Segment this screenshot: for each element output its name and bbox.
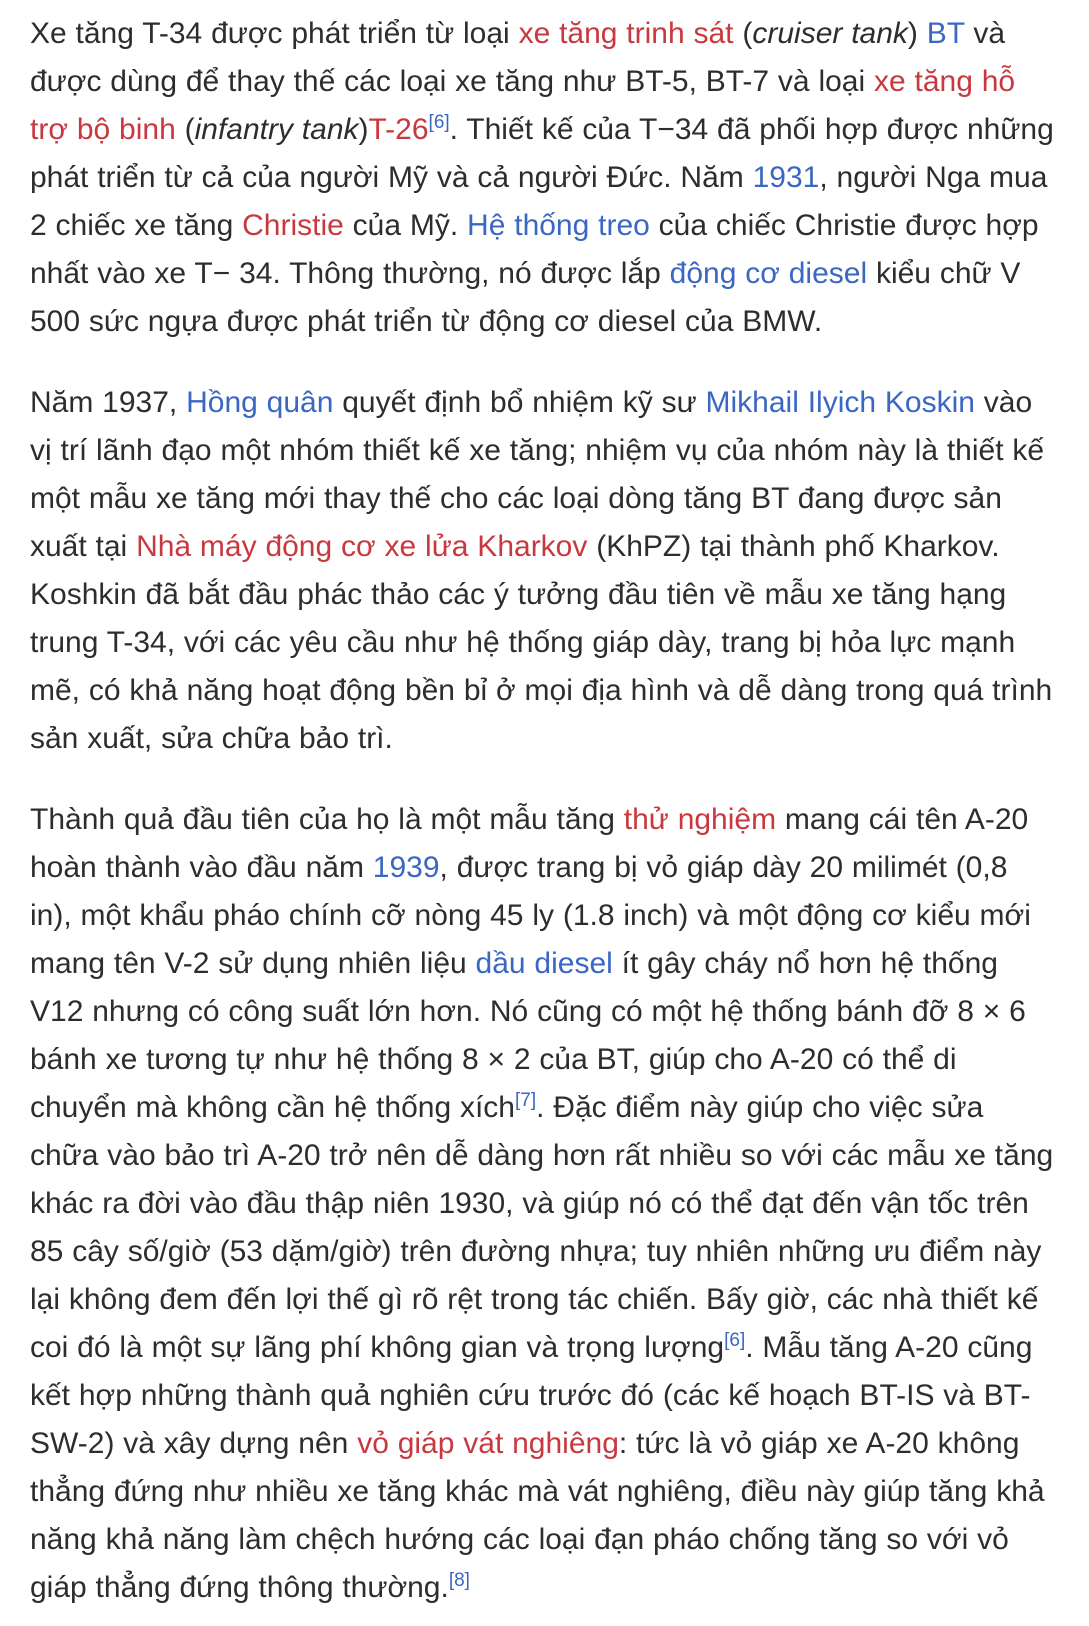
reference-link[interactable]: [6] [428,112,450,133]
text-segment: : tức là vỏ giáp xe A-20 không thẳng đứng như nhiều xe tăng khác mà vát nghiêng, điều này giúp tăng khả năng khả năng làm chệch hướng các loại đạn pháo chống tăng so với vỏ giáp thẳng đứng thông thường. [30,1427,1045,1604]
blue-link[interactable]: Mikhail Ilyich Koskin [705,386,975,419]
blue-link[interactable]: BT [926,17,965,50]
red-link[interactable]: Nhà máy động cơ xe lửa Kharkov [136,530,588,563]
text-segment: vào vị trí lãnh đạo một nhóm thiết kế xe tăng; nhiệm vụ của nhóm này là thiết kế một mẫu xe tăng mới thay thế cho các loại dòng tăng BT đang được sản xuất tại [30,386,1045,563]
text-segment: và được dùng để thay thế các loại xe tăng như BT-5, BT-7 và loại [30,17,1006,98]
paragraph-design-team-1937 [30,379,1057,763]
red-link[interactable]: T-26 [368,113,429,146]
reference-link[interactable]: [7] [515,1090,537,1111]
text-segment: của chiếc Christie được hợp nhất vào xe T− 34. Thông thường, nó được lắp [30,209,1039,290]
text-segment: ) [358,113,369,146]
text-segment: Năm 1937, [30,386,187,419]
text-segment: kiểu chữ V 500 sức ngựa được phát triển từ động cơ diesel của BMW. [30,257,1021,338]
text-segment: , người Nga mua 2 chiếc xe tăng [30,161,1048,242]
blue-link[interactable]: Hệ thống treo [467,209,650,242]
red-link[interactable]: xe tăng trinh sát [518,17,734,50]
reference-link[interactable]: [8] [448,1570,470,1591]
red-link[interactable]: Christie [242,209,344,242]
text-segment: quyết định bổ nhiệm kỹ sư [333,386,706,419]
text-segment: . Đặc điểm này giúp cho việc sửa chữa vào bảo trì A-20 trở nên dễ dàng hơn rất nhiều so với các mẫu xe tăng khác ra đời vào đầu thập niên 1930, và giúp nó có thể đạt đến vận tốc trên 85 cây số/giờ (53 dặm/giờ) trên đường nhựa; tuy nhiên những ưu điểm này lại không đem đến lợi thế gì rõ rệt trong tác chiến. Bấy giờ, các nhà thiết kế coi đó là một sự lãng phí không gian và trọng lượng [30,1091,1054,1364]
text-segment: , được trang bị vỏ giáp dày 20 milimét (0,8 in), một khẩu pháo chính cỡ nòng 45 ly (1.8 inch) và một động cơ kiểu mới mang tên V-2 sử dụng nhiên liệu [30,851,1031,980]
text-segment: ( [733,17,753,50]
text-segment: ít gây cháy nổ hơn hệ thống V12 nhưng có công suất lớn hơn. Nó cũng có một hệ thống bánh đỡ 8 × 6 bánh xe tương tự như hệ thống 8 × 2 của BT, giúp cho A-20 có thể di chuyển mà không cần hệ thống xích [30,947,1026,1124]
text-segment: (KhPZ) tại thành phố Kharkov. Koshkin đã bắt đầu phác thảo các ý tưởng đầu tiên về mẫu xe tăng hạng trung T-34, với các yêu cầu như hệ thống giáp dày, trang bị hỏa lực mạnh mẽ, có khả năng hoạt động bền bỉ ở mọi địa hình và dễ dàng trong quá trình sản xuất, sửa chữa bảo trì. [30,530,1053,755]
text-segment: ) [907,17,927,50]
red-link[interactable]: thử nghiệm [623,803,777,836]
text-segment: . Mẫu tăng A-20 cũng kết hợp những thành quả nghiên cứu trước đó (các kế hoạch BT-IS và BT-SW-2) và xây dựng nên [30,1331,1033,1460]
blue-link[interactable]: 1939 [372,851,440,884]
red-link[interactable]: xe tăng hỗ trợ bộ binh [30,65,1016,146]
text-segment: Xe tăng T-34 được phát triển từ loại [30,17,519,50]
text-segment: infantry tank [194,113,359,146]
blue-link[interactable]: dầu diesel [475,947,613,980]
blue-link[interactable]: động cơ diesel [669,257,868,290]
text-segment: . Thiết kế của T−34 đã phối hợp được những phát triển từ cả của người Mỹ và cả người Đức. Năm [30,113,1054,194]
blue-link[interactable]: Hồng quân [186,386,334,419]
text-segment: của Mỹ. [343,209,468,242]
reference-link[interactable]: [6] [724,1330,746,1351]
text-segment: ( [175,113,195,146]
paragraph-development-origin [30,10,1057,346]
blue-link[interactable]: 1931 [752,161,820,194]
red-link[interactable]: vỏ giáp vát nghiêng [357,1427,619,1460]
text-segment: mang cái tên A-20 hoàn thành vào đầu năm [30,803,1029,884]
text-segment: Thành quả đầu tiên của họ là một mẫu tăng [30,803,624,836]
text-segment: cruiser tank [752,17,908,50]
paragraph-a20-prototype [30,796,1057,1612]
